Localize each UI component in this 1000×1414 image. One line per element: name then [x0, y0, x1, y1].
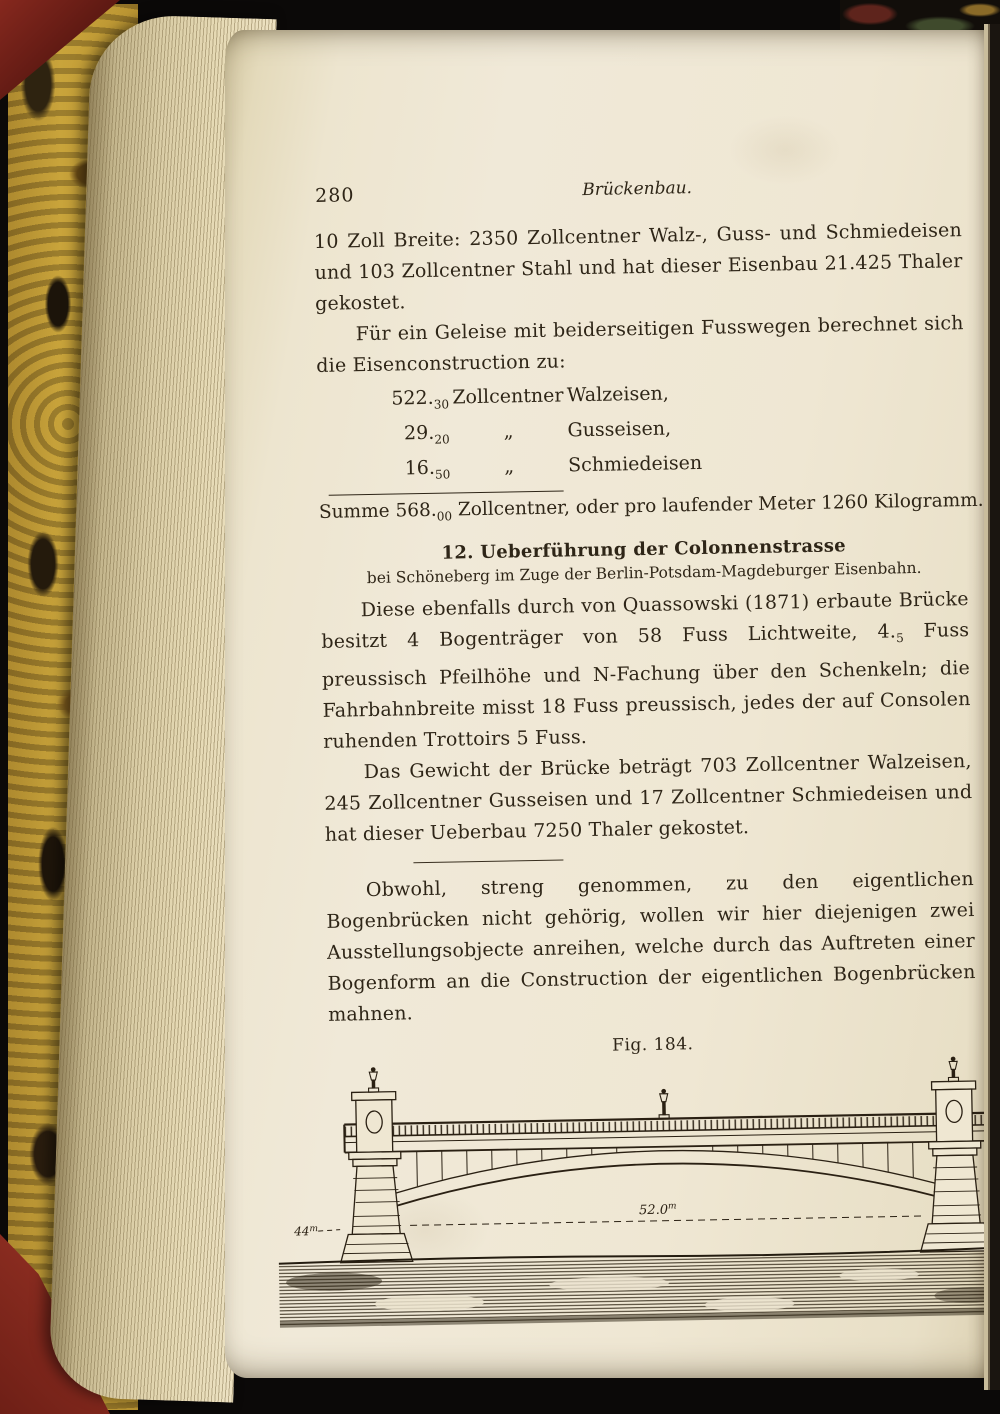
quantity: $522._{30}$: [391, 386, 450, 412]
paragraph-weight-cost: Das Gewicht der Brücke beträgt 703 Zollcentner Walzeisen, 245 Zollcentner Gusseisen und 17 Zollcentner Schmiedeisen und hat dieser Ueberbau 7250 Thaler gekostet.: [324, 749, 973, 846]
book-page: [225, 30, 987, 1378]
section-divider: [413, 859, 563, 863]
sum-rest: Zollcentner, oder pro laufender Meter 1260 Kilogramm.: [457, 490, 984, 521]
figure-caption: Fig. 184.: [611, 1034, 694, 1056]
materials-table: [317, 374, 984, 533]
material: Schmiedeisen: [567, 451, 703, 476]
arch: [389, 1142, 942, 1208]
figure-184: [275, 1055, 1000, 1342]
page-block-right-edge: [984, 24, 1000, 1390]
paragraph-remark: Obwohl, streng genommen, zu den eigentlichen Bogenbrücken nicht gehörig, wollen wir hier diejenigen zwei Ausstellungsobjecte anreihen, welche durch das Auftreten einer Bogenform an die Construction der eigentlichen Bogenbrücken mahnen.: [326, 867, 976, 1026]
sum-label: Summe: [318, 501, 390, 524]
section-heading: 12. Ueberführung der Colonnenstrasse: [441, 535, 847, 564]
paragraph-intro-list: Für ein Geleise mit beiderseitigen Fusswegen berechnet sich die Eisenconstruction zu:: [316, 312, 964, 377]
bridge-deck: [344, 1113, 996, 1153]
span-dimension-label: 52.0$^m$: [638, 1201, 677, 1219]
ditto-mark: „: [503, 420, 514, 443]
page-number: 280: [314, 184, 355, 207]
paragraph-continuation: 10 Zoll Breite: 2350 Zollcentner Walz-, Guss- und Schmiedeisen und 103 Zollcentner Stahl und hat dieser Eisenbau 21.425 Thaler gekostet.: [313, 219, 963, 315]
right-pier: [918, 1081, 993, 1252]
left-pier: [338, 1091, 413, 1262]
material: Walzeisen,: [566, 382, 669, 407]
water: [279, 1247, 1000, 1327]
running-title: Brückenbau.: [582, 178, 693, 201]
material: Gusseisen,: [567, 417, 672, 442]
quantity: $16._{50}$: [404, 456, 451, 482]
left-dimension-label: 44$^m$: [294, 1223, 319, 1239]
section-subheading: bei Schöneberg im Zuge der Berlin-Potsdam-Magdeburger Eisenbahn.: [366, 558, 922, 588]
page-content: [294, 173, 984, 1341]
quantity: $29._{20}$: [403, 421, 450, 447]
ditto-mark: „: [504, 454, 515, 478]
unit: Zollcentner: [452, 384, 564, 409]
sum-quantity: $568._{00}$: [395, 500, 453, 524]
bridge-engraving: [275, 1055, 1000, 1338]
page-header: [313, 173, 961, 211]
paragraph-bridge-description: Diese ebenfalls durch von Quassowski (1871) erbaute Brücke besitzt 4 Bogenträger von 58 Fuss Lichtweite, $4._5$ Fuss preussisch Pfeilhöhe und N-Fachung über den Schenkeln; die Fahrbahnbreite misst 18 Fuss preussisch, jedes der auf Consolen ruhenden Trottoirs 5 Fuss.: [321, 588, 971, 753]
